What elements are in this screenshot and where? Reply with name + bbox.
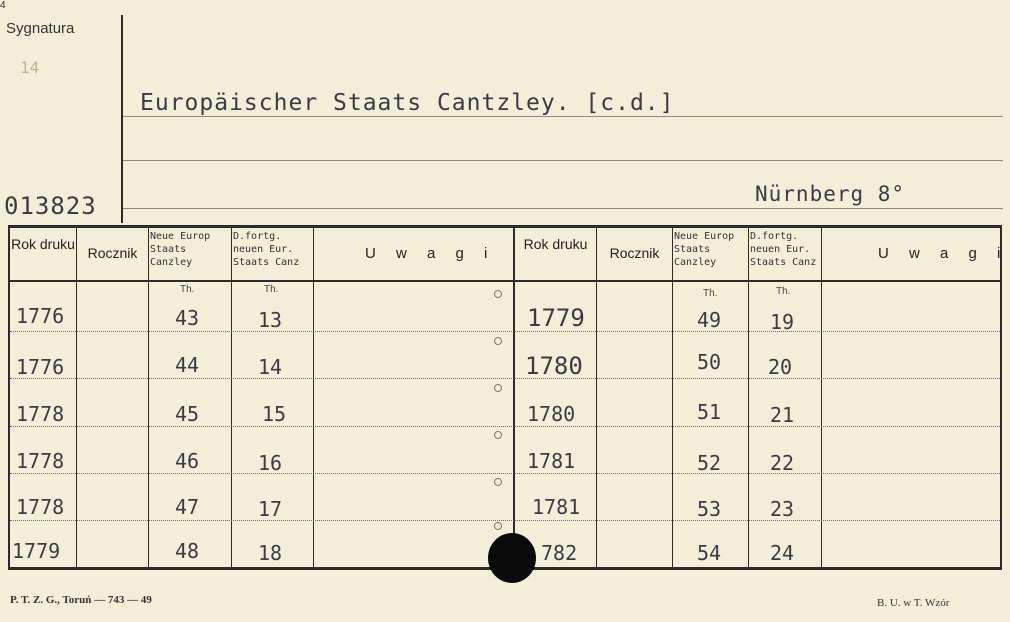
cell-year: 1778: [16, 402, 65, 426]
cell-year: 1779: [527, 304, 585, 332]
cell-fortg: 17: [258, 497, 283, 521]
cell-fortg: 23: [770, 497, 795, 521]
col-line: [821, 225, 822, 569]
cell-year: 1776: [16, 304, 65, 328]
cell-neue: 54: [697, 541, 722, 565]
table-center-line: [513, 225, 515, 569]
cell-fortg: 24: [770, 541, 795, 565]
cell-neue: 46: [175, 449, 200, 473]
cell-year: 1780: [525, 352, 583, 380]
unit-label: Th.: [180, 284, 195, 295]
col-line: [672, 225, 673, 569]
cell-neue: 43: [175, 306, 200, 330]
row-rule: [10, 473, 1000, 474]
publication-place: Nürnberg 8°: [755, 182, 906, 206]
unit-label: Th.: [703, 288, 718, 299]
card-title: Europäischer Staats Cantzley. [c.d.]: [140, 90, 675, 116]
cell-year: 1779: [12, 539, 61, 563]
col-line: [1000, 225, 1002, 569]
cell-year: 1781: [532, 495, 581, 519]
unit-label: Th.: [264, 284, 279, 295]
header-neue-europ: Neue Europ Staats Canzley: [674, 231, 735, 268]
header-rok-druku: Rok druku: [11, 236, 75, 252]
col-line: [748, 225, 749, 569]
cell-year: 1776: [16, 355, 65, 379]
header-bottom-border: [8, 280, 1002, 282]
index-number: 013823: [4, 192, 97, 220]
cell-fortg: 16: [258, 451, 283, 475]
cell-year: 782: [541, 541, 578, 565]
sygnatura-mark: 14: [20, 58, 40, 77]
binder-hole: [494, 522, 502, 530]
col-line: [76, 225, 77, 569]
binder-hole: [494, 290, 502, 298]
cell-fortg: 21: [770, 403, 795, 427]
title-rule-2: [123, 160, 1003, 161]
row-rule: [10, 331, 1000, 332]
row-rule: [10, 520, 1000, 521]
cell-neue: 48: [175, 539, 200, 563]
cell-fortg: 19: [770, 310, 795, 334]
col-line: [148, 225, 149, 569]
binder-hole: [494, 384, 502, 392]
title-rule-3: [123, 208, 1003, 209]
col-line: [8, 225, 10, 569]
header-neue-europ: Neue Europ Staats Canzley: [150, 231, 211, 268]
col-line: [596, 225, 597, 569]
title-rule-1: [123, 116, 1003, 117]
corner-mark: 4: [0, 0, 6, 11]
punch-hole: [488, 533, 536, 583]
cell-year: 1780: [527, 402, 576, 426]
binder-hole: [494, 431, 502, 439]
sygnatura-divider: [121, 15, 123, 223]
cell-neue: 49: [697, 308, 722, 332]
cell-fortg: 15: [262, 402, 287, 426]
form-label: B. U. w T. Wzór: [877, 597, 950, 609]
header-rocznik: Rocznik: [609, 245, 660, 261]
binder-hole: [494, 337, 502, 345]
cell-neue: 50: [697, 350, 722, 374]
header-uwagi: U w a g i: [365, 245, 496, 262]
cell-fortg: 13: [258, 308, 283, 332]
unit-label: Th.: [776, 286, 791, 297]
sygnatura-label: Sygnatura: [6, 20, 75, 37]
cell-neue: 47: [175, 495, 200, 519]
table-top-border: [8, 225, 1002, 228]
printer-imprint: P. T. Z. G., Toruń — 743 — 49: [10, 594, 152, 606]
cell-year: 1778: [16, 449, 65, 473]
cell-year: 1778: [16, 495, 65, 519]
header-rok-druku: Rok druku: [523, 236, 588, 252]
header-fortg: D.fortg. neuen Eur. Staats Canz: [750, 231, 817, 268]
cell-neue: 44: [175, 353, 200, 377]
cell-fortg: 18: [258, 541, 283, 565]
header-uwagi: U w a g i: [878, 245, 1009, 262]
row-rule: [10, 426, 1000, 427]
cell-fortg: 22: [770, 451, 795, 475]
cell-fortg: 20: [768, 355, 793, 379]
cell-neue: 45: [175, 402, 200, 426]
cell-neue: 53: [697, 497, 722, 521]
binder-hole: [494, 478, 502, 486]
header-rocznik: Rocznik: [87, 245, 138, 261]
cell-neue: 51: [697, 400, 722, 424]
cell-neue: 52: [697, 451, 722, 475]
col-line: [231, 225, 232, 569]
cell-year: 1781: [527, 449, 576, 473]
header-fortg: D.fortg. neuen Eur. Staats Canz: [233, 231, 300, 268]
row-rule: [10, 378, 1000, 379]
col-line: [313, 225, 314, 569]
cell-fortg: 14: [258, 355, 283, 379]
